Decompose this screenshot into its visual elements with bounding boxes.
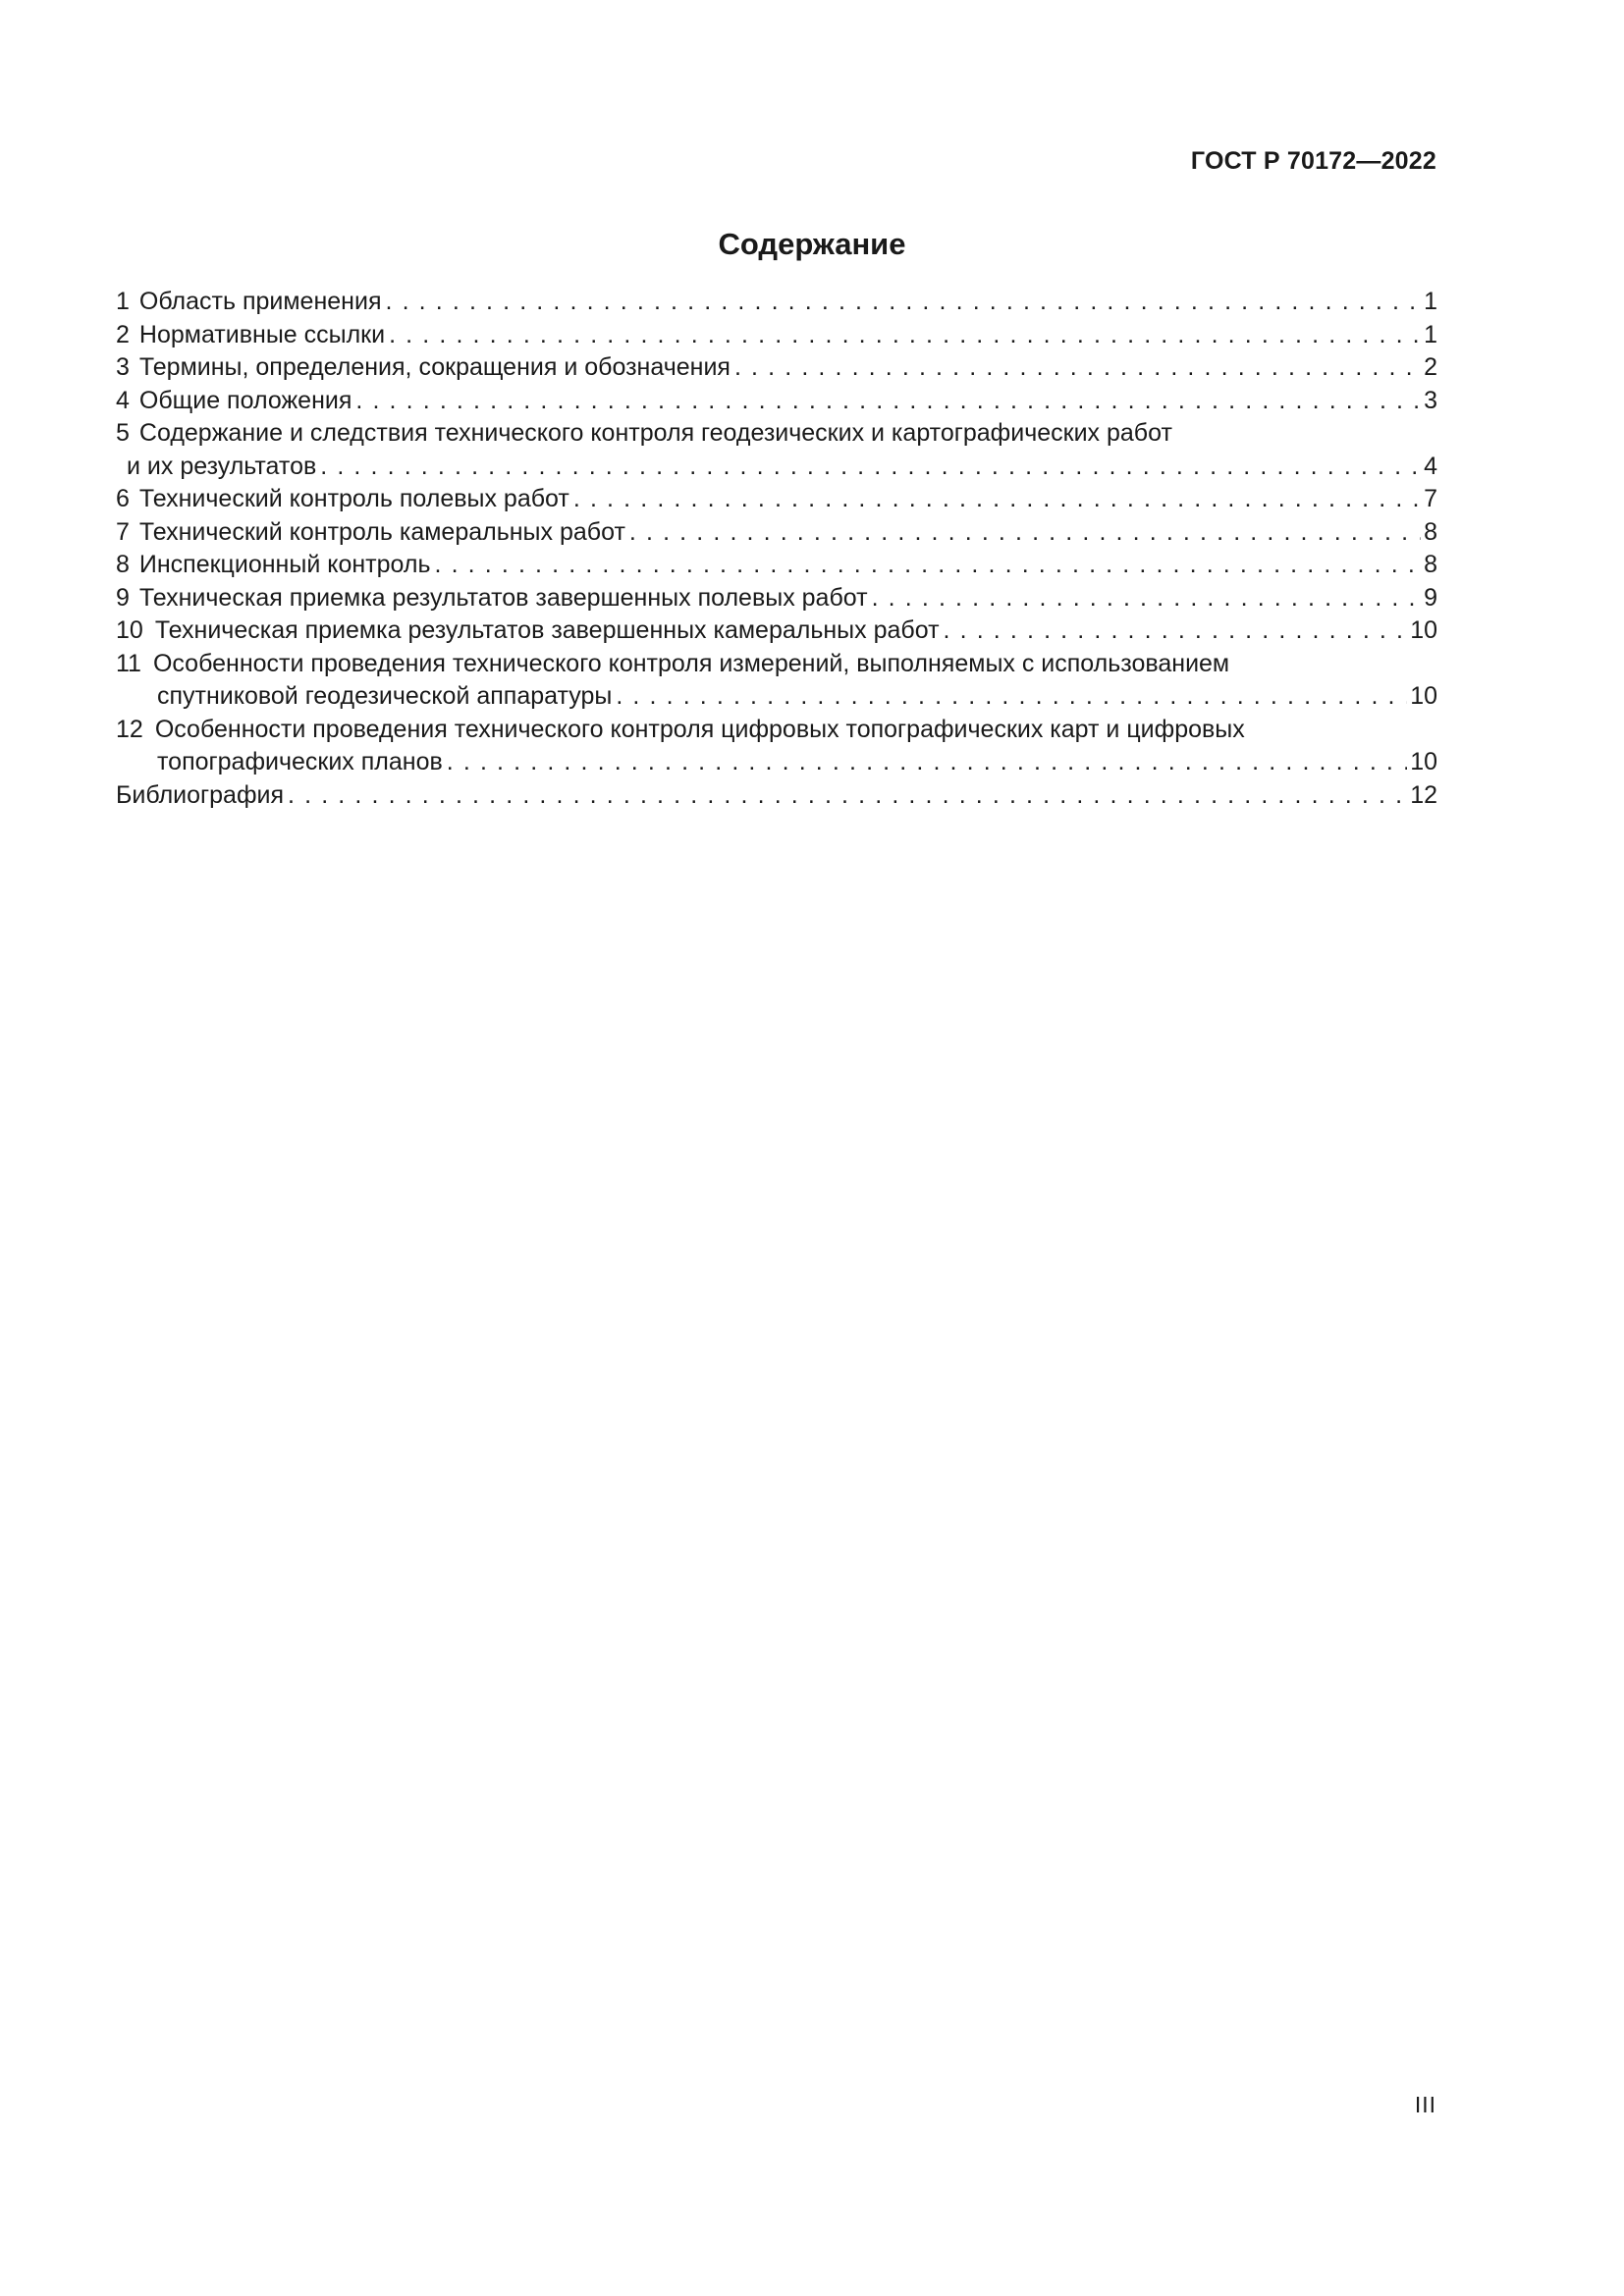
dot-leader <box>435 549 1422 582</box>
toc-entry-page: 9 <box>1424 583 1437 612</box>
toc-entry-9[interactable] <box>116 582 1437 615</box>
toc-entry-title: Особенности проведения технического контроля цифровых топографических карт и цифровых <box>154 715 1245 743</box>
toc-entry-10[interactable] <box>116 614 1437 648</box>
toc-entry-number: 7 <box>116 517 130 546</box>
toc-entry-page: 12 <box>1410 780 1437 809</box>
dot-leader <box>385 286 1421 319</box>
toc-entry-number: 11 <box>116 649 141 677</box>
toc-entry-title-continuation: топографических планов <box>157 748 443 775</box>
toc-entry-number: 5 <box>116 419 130 447</box>
toc-entry-page: 1 <box>1424 288 1437 315</box>
toc-entry-number: 4 <box>116 386 130 414</box>
page-number: III <box>1414 2092 1436 2117</box>
toc-entry-page: 8 <box>1424 517 1437 546</box>
dot-leader <box>389 319 1421 352</box>
toc-entry-5[interactable] <box>116 417 1437 483</box>
toc-entry-bibliography[interactable] <box>116 779 1437 813</box>
toc-entry-title: Область применения <box>138 288 382 315</box>
dot-leader <box>355 385 1421 418</box>
toc-entry-title: Содержание и следствия технического контроля геодезических и картографических работ <box>138 419 1172 447</box>
toc-entry-title: Техническая приемка результатов завершенных полевых работ <box>138 583 868 612</box>
toc-entry-number: 9 <box>116 583 130 612</box>
toc-entry-number: 12 <box>116 715 143 743</box>
dot-leader <box>944 614 1408 648</box>
dot-leader <box>616 680 1407 714</box>
dot-leader <box>872 582 1422 615</box>
toc-entry-6[interactable] <box>116 483 1437 516</box>
toc-entry-title: Термины, определения, сокращения и обозначения <box>138 353 731 381</box>
toc-entry-8[interactable] <box>116 549 1437 582</box>
toc-entry-page: 3 <box>1424 386 1437 414</box>
toc-entry-title: Особенности проведения технического контроля измерений, выполняемых с использованием <box>152 649 1230 677</box>
toc-entry-number: 3 <box>116 353 130 381</box>
toc-entry-page: 1 <box>1424 320 1437 348</box>
toc-entry-title: Технический контроль камеральных работ <box>138 517 625 546</box>
dot-leader <box>573 483 1421 516</box>
toc-entry-7[interactable] <box>116 516 1437 550</box>
toc-entry-4[interactable] <box>116 385 1437 418</box>
toc-entry-title: Библиография <box>116 780 285 809</box>
toc-entry-page: 4 <box>1424 452 1437 480</box>
toc-entry-title: Технический контроль полевых работ <box>138 485 569 512</box>
toc-entry-title-continuation: спутниковой геодезической аппаратуры <box>157 682 613 710</box>
toc-entry-page: 7 <box>1424 485 1437 512</box>
toc-entry-title: Инспекционный контроль <box>138 551 431 578</box>
toc-entry-11[interactable] <box>116 648 1437 714</box>
dot-leader <box>734 351 1421 385</box>
toc-entry-number: 10 <box>116 616 143 644</box>
dot-leader <box>629 516 1421 550</box>
dot-leader <box>447 746 1407 779</box>
dot-leader <box>288 779 1407 813</box>
toc-entry-page: 10 <box>1410 748 1437 775</box>
toc-entry-number: 8 <box>116 551 130 578</box>
dot-leader <box>320 451 1421 484</box>
standard-code: ГОСТ Р 70172—2022 <box>1190 147 1436 175</box>
toc-entry-title: Общие положения <box>138 386 352 414</box>
toc-entry-title-continuation: и их результатов <box>127 452 317 480</box>
toc-entry-2[interactable] <box>116 319 1437 352</box>
toc-entry-1[interactable] <box>116 286 1437 319</box>
toc-entry-12[interactable] <box>116 714 1437 779</box>
toc-entry-number: 2 <box>116 320 130 348</box>
toc-entry-title: Техническая приемка результатов завершенных камеральных работ <box>154 616 940 644</box>
toc-entry-title: Нормативные ссылки <box>138 320 386 348</box>
toc-entry-page: 10 <box>1410 682 1437 710</box>
toc-entry-3[interactable] <box>116 351 1437 385</box>
toc-entry-page: 8 <box>1424 551 1437 578</box>
toc-entry-number: 1 <box>116 288 130 315</box>
toc-entry-page: 2 <box>1424 353 1437 381</box>
toc-entry-page: 10 <box>1410 616 1437 644</box>
table-of-contents <box>116 286 1437 812</box>
toc-title: Содержание <box>718 227 906 261</box>
toc-entry-number: 6 <box>116 485 130 512</box>
